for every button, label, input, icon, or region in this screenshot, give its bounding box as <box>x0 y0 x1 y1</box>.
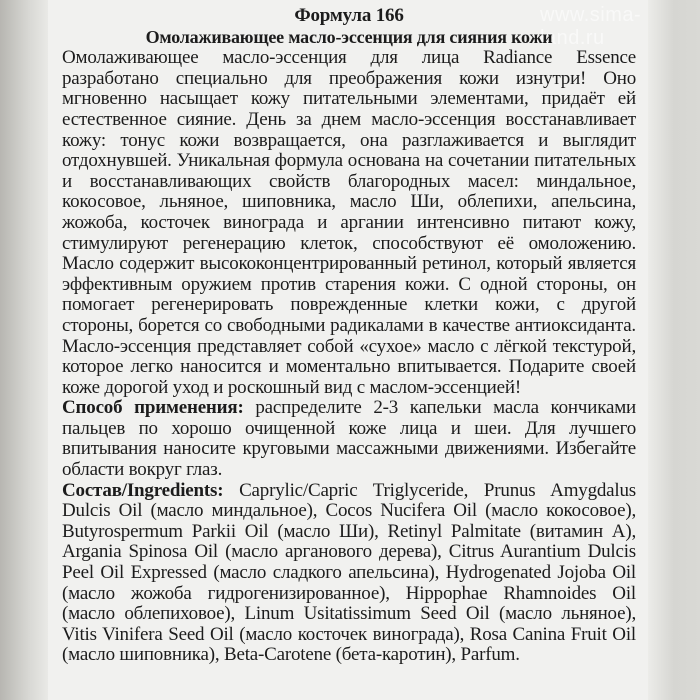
right-page-edge <box>648 0 700 700</box>
left-page-edge <box>0 0 48 700</box>
ingredients-text: Caprylic/Capric Triglyceride, Prunus Amygdalus Dulcis Oil (масло миндальное), Cocos Nucifera Oil (масло кокосовое), Butyrospermum Parkii Oil (масло Ши), Retinyl Palmitate (витамин А), Argania Spinosa Oil (масло арганового дерева), Citrus Aurantium Dulcis Peel Oil Expressed (масло сладкого апельсина), Hydrogenated Jojoba Oil (масло жожоба гидрогенизированное), Hippophae Rhamnoides Oil (масло облепиховое), Linum Usitatissimum Seed Oil (масло льняное), Vitis Vinifera Seed Oil (масло косточек винограда), Rosa Canina Fruit Oil (масло шиповника), Beta-Carotene (бета-каротин), Parfum. <box>62 479 636 666</box>
usage-paragraph <box>62 398 636 480</box>
ingredients-label: Состав/Ingredients: <box>62 479 224 501</box>
description-paragraph: Омолаживающее масло-эссенция для лица Radiance Essence разработано специально для преображения кожи изнутри! Оно мгновенно насыщает кожу питательными элементами, придаёт ей естественное сияние. День за днем масло-эссенция восстанавливает кожу: тонус кожи возвращается, она разглаживается и выглядит отдохнувшей. Уникальная формула основана на сочетании питательных и восстанавливающих свойств благородных масел: миндальное, кокосовое, льняное, шиповника, масло Ши, облепихи, апельсина, жожоба, косточек винограда и аргании интенсивно питают кожу, стимулируют регенерацию клеток, способствуют её омоложению. Масло содержит высококонцентрированный ретинол, который является эффективным оружием против старения кожи. С одной стороны, он помогает регенерировать поврежденные клетки кожи, с другой стороны, борется со свободными радикалами в качестве антиоксиданта. Масло-эссенция представляет собой «сухое» масло с лёгкой текстурой, которое легко наносится и моментально впитывается. Подарите своей коже дорогой уход и роскошный вид с маслом-эссенцией! <box>62 47 636 398</box>
usage-text: распределите 2-3 капельки масла кончиками пальцев по хорошо очищенной коже лица и шеи. Для лучшего впитывания наносите круговыми массажными движениями. Избегайте области вокруг глаз. <box>62 397 636 481</box>
ingredients-paragraph <box>62 481 636 666</box>
product-title: Формула 166 <box>294 5 404 26</box>
watermark: www.sima-land.ru <box>540 4 642 49</box>
label-text <box>62 6 636 666</box>
usage-label: Способ применения: <box>62 397 244 419</box>
product-subtitle: Омолаживающее масло-эссенция для сияния кожи <box>145 26 553 47</box>
